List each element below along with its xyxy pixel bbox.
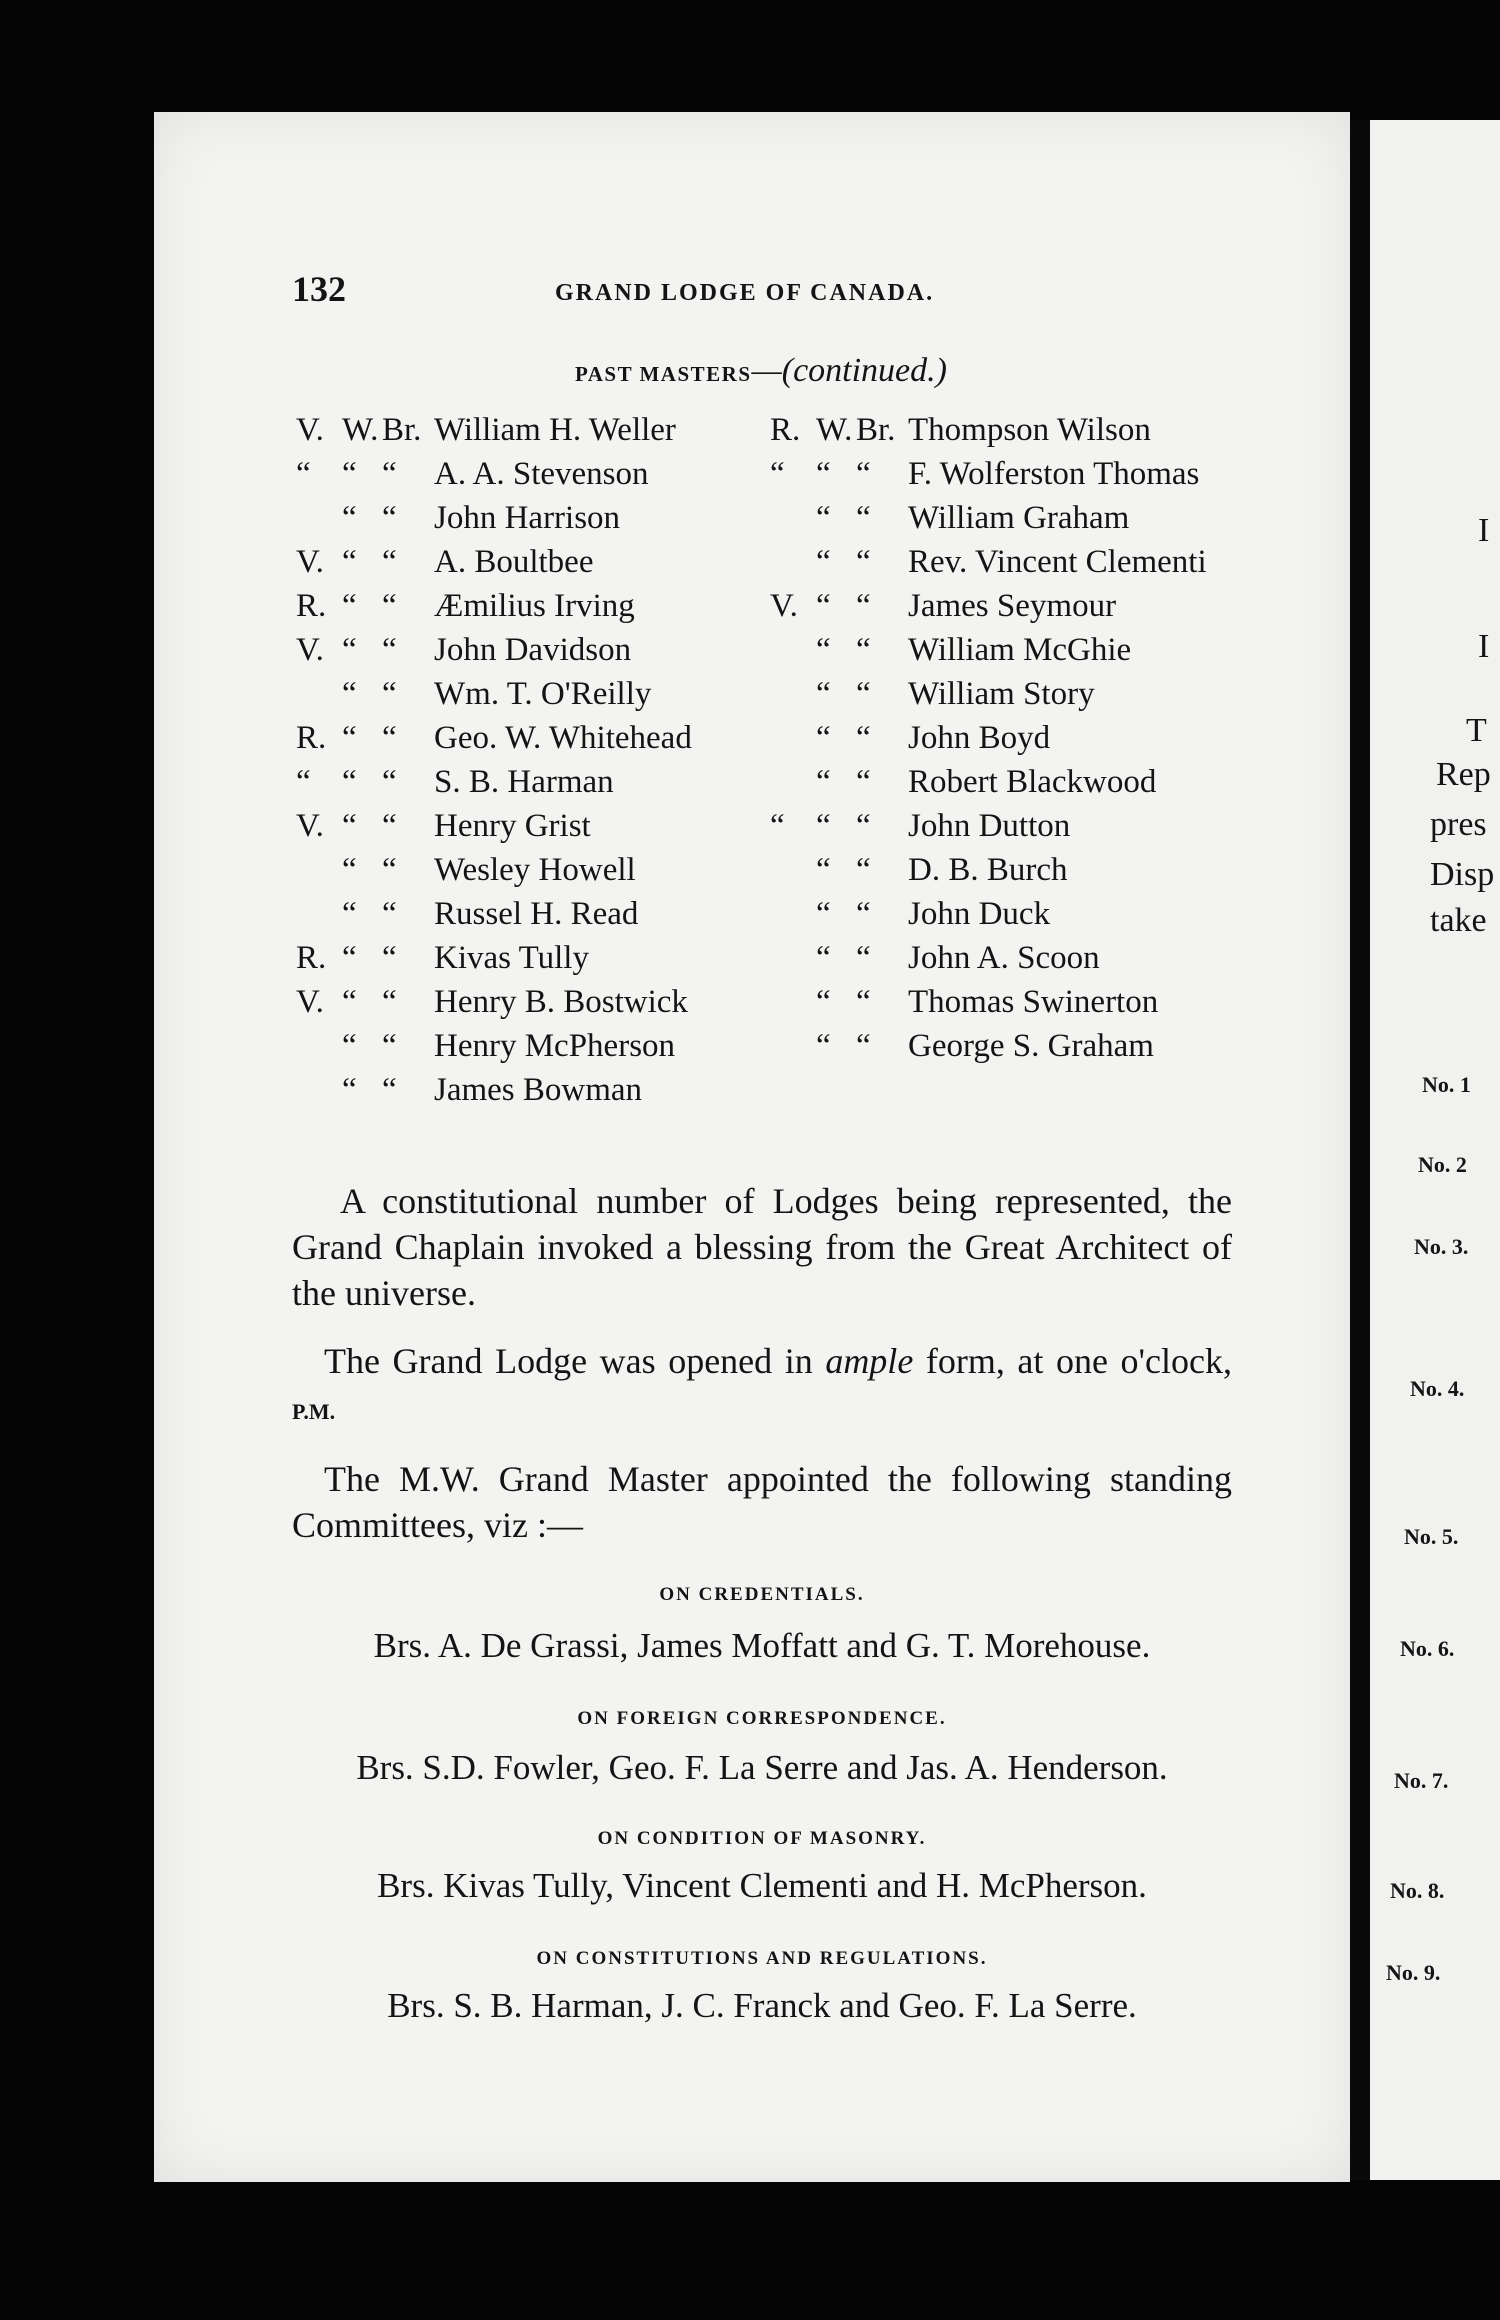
row-rank: V. — [296, 544, 324, 580]
row-mark: “ — [816, 456, 831, 492]
row-name: A. A. Stevenson — [434, 456, 649, 492]
past-master-row — [296, 848, 756, 892]
section-heading — [575, 352, 947, 390]
row-name: John Boyd — [908, 720, 1051, 756]
past-master-row — [296, 936, 756, 980]
row-name: Henry McPherson — [434, 1028, 676, 1064]
row-name: Russel H. Read — [434, 896, 639, 932]
row-mark: “ — [342, 588, 357, 624]
row-name: Thompson Wilson — [908, 412, 1151, 448]
facing-number: No. 1 — [1422, 1072, 1471, 1097]
row-rank: R. — [296, 940, 327, 976]
row-name: Kivas Tully — [434, 940, 589, 976]
past-master-row — [770, 408, 1240, 452]
past-master-row — [296, 804, 756, 848]
committee-heading-credentials: ON CREDENTIALS. — [659, 1584, 865, 1605]
row-br: “ — [856, 500, 871, 536]
past-master-row — [770, 804, 1240, 848]
facing-number: No. 3. — [1414, 1234, 1469, 1259]
committee-members-credentials: Brs. A. De Grassi, James Moffatt and G. T. Morehouse. — [373, 1626, 1151, 1665]
past-master-row — [770, 672, 1240, 716]
past-master-row — [296, 496, 756, 540]
past-master-row — [770, 716, 1240, 760]
facing-fragment: I — [1478, 512, 1490, 549]
section-title: PAST MASTERS — [575, 362, 752, 386]
row-br: “ — [382, 544, 397, 580]
row-mark: “ — [342, 500, 357, 536]
row-br: “ — [856, 588, 871, 624]
row-name: William Story — [908, 676, 1095, 712]
row-mark: “ — [342, 808, 357, 844]
row-name: John Dutton — [908, 808, 1071, 844]
row-name: William Graham — [908, 500, 1130, 536]
row-br: “ — [382, 720, 397, 756]
row-mark: “ — [816, 852, 831, 888]
row-name: Wesley Howell — [434, 852, 636, 888]
row-br: “ — [382, 588, 397, 624]
opening-italic: ample — [825, 1341, 914, 1381]
row-br: “ — [382, 456, 397, 492]
past-master-row — [296, 716, 756, 760]
row-name: William McGhie — [908, 632, 1132, 668]
row-rank: R. — [770, 412, 801, 448]
past-master-row — [296, 1068, 756, 1112]
row-rank: “ — [296, 456, 311, 492]
row-name: Geo. W. Whitehead — [434, 720, 692, 756]
row-mark: “ — [342, 1072, 357, 1108]
row-mark: “ — [342, 852, 357, 888]
facing-number: No. 2 — [1418, 1152, 1467, 1177]
past-master-row — [770, 760, 1240, 804]
row-mark: “ — [342, 896, 357, 932]
committee-heading-constitutions: ON CONSTITUTIONS AND REGULATIONS. — [536, 1948, 988, 1969]
row-mark: “ — [816, 896, 831, 932]
row-mark: “ — [816, 632, 831, 668]
facing-number: No. 8. — [1390, 1878, 1445, 1903]
row-rank: V. — [296, 808, 324, 844]
row-br: “ — [856, 456, 871, 492]
row-br: Br. — [382, 412, 422, 448]
row-br: “ — [382, 852, 397, 888]
past-master-row — [296, 584, 756, 628]
row-rank: “ — [296, 764, 311, 800]
row-name: Wm. T. O'Reilly — [434, 676, 652, 712]
row-br: “ — [382, 896, 397, 932]
facing-fragment: T — [1466, 712, 1487, 749]
row-mark: “ — [816, 1028, 831, 1064]
row-name: James Seymour — [908, 588, 1117, 624]
committee-members-foreign: Brs. S.D. Fowler, Geo. F. La Serre and Jas. A. Henderson. — [356, 1748, 1168, 1787]
row-br: “ — [382, 1072, 397, 1108]
row-mark: W. — [342, 412, 379, 448]
past-master-row — [770, 628, 1240, 672]
row-br: “ — [856, 1028, 871, 1064]
row-mark: “ — [342, 632, 357, 668]
committee-heading-masonry: ON CONDITION OF MASONRY. — [597, 1828, 927, 1849]
row-mark: “ — [342, 764, 357, 800]
paragraph-committees-intro: The M.W. Grand Master appointed the following standing Committees, viz :— — [292, 1459, 1232, 1545]
row-mark: “ — [816, 940, 831, 976]
facing-fragment: I — [1478, 628, 1490, 665]
row-br: “ — [382, 764, 397, 800]
page-gutter — [1350, 120, 1370, 2180]
row-name: Æmilius Irving — [434, 588, 635, 624]
row-br: “ — [856, 896, 871, 932]
past-master-row — [770, 584, 1240, 628]
row-br: “ — [856, 984, 871, 1020]
past-master-row — [770, 540, 1240, 584]
row-name: Thomas Swinerton — [908, 984, 1159, 1020]
row-br: “ — [382, 676, 397, 712]
row-mark: “ — [816, 764, 831, 800]
running-head: GRAND LODGE OF CANADA. — [555, 280, 935, 306]
facing-number: No. 7. — [1394, 1768, 1449, 1793]
past-master-row — [296, 540, 756, 584]
past-master-row — [770, 848, 1240, 892]
row-name: F. Wolferston Thomas — [908, 456, 1200, 492]
row-rank: V. — [770, 588, 798, 624]
past-master-row — [770, 496, 1240, 540]
past-master-row — [770, 1024, 1240, 1068]
past-master-row — [770, 452, 1240, 496]
row-name: Robert Blackwood — [908, 764, 1157, 800]
row-name: George S. Graham — [908, 1028, 1154, 1064]
past-master-row — [296, 672, 756, 716]
row-mark: “ — [816, 720, 831, 756]
opening-text-a: The Grand Lodge was opened in — [324, 1341, 826, 1381]
opening-text-b: form, at one o'clock, — [913, 1341, 1232, 1381]
facing-page — [1370, 120, 1500, 2180]
row-mark: “ — [342, 1028, 357, 1064]
page-number: 132 — [292, 269, 346, 309]
past-master-row — [296, 892, 756, 936]
row-name: A. Boultbee — [434, 544, 594, 580]
row-mark: W. — [816, 412, 853, 448]
row-rank: V. — [296, 632, 324, 668]
left-column — [296, 408, 756, 1112]
row-rank: “ — [770, 808, 785, 844]
row-name: John Davidson — [434, 632, 632, 668]
past-master-row — [296, 760, 756, 804]
committee-heading-foreign: ON FOREIGN CORRESPONDENCE. — [577, 1708, 947, 1729]
row-mark: “ — [816, 676, 831, 712]
row-br: “ — [856, 632, 871, 668]
past-master-row — [296, 980, 756, 1024]
row-name: Henry B. Bostwick — [434, 984, 688, 1020]
past-master-row — [296, 452, 756, 496]
facing-fragment: take — [1430, 902, 1487, 939]
row-mark: “ — [816, 808, 831, 844]
past-master-row — [296, 408, 756, 452]
row-mark: “ — [342, 676, 357, 712]
row-rank: R. — [296, 588, 327, 624]
row-mark: “ — [342, 940, 357, 976]
section-continued: —(continued.) — [751, 352, 947, 389]
row-name: William H. Weller — [434, 412, 676, 448]
row-br: “ — [382, 808, 397, 844]
row-br: “ — [856, 940, 871, 976]
opening-pm: P.M. — [292, 1399, 336, 1424]
row-br: “ — [382, 940, 397, 976]
row-rank: “ — [770, 456, 785, 492]
row-br: “ — [382, 1028, 397, 1064]
row-br: “ — [856, 852, 871, 888]
row-mark: “ — [816, 984, 831, 1020]
row-mark: “ — [342, 456, 357, 492]
facing-number: No. 5. — [1404, 1524, 1459, 1549]
row-name: D. B. Burch — [908, 852, 1068, 888]
row-rank: R. — [296, 720, 327, 756]
row-br: “ — [856, 544, 871, 580]
row-br: “ — [382, 632, 397, 668]
past-master-row — [770, 936, 1240, 980]
row-name: John Duck — [908, 896, 1051, 932]
facing-fragment: Disp — [1430, 856, 1495, 893]
row-name: Henry Grist — [434, 808, 591, 844]
row-rank: V. — [296, 412, 324, 448]
row-mark: “ — [342, 544, 357, 580]
paragraph-opening — [292, 1338, 1232, 1435]
past-master-row — [770, 892, 1240, 936]
past-master-row — [296, 628, 756, 672]
row-mark: “ — [816, 500, 831, 536]
row-name: S. B. Harman — [434, 764, 614, 800]
row-br: “ — [382, 500, 397, 536]
row-mark: “ — [816, 544, 831, 580]
row-br: “ — [856, 720, 871, 756]
facing-fragment: pres — [1430, 806, 1487, 843]
row-name: James Bowman — [434, 1072, 643, 1108]
paragraph-constitutional: A constitutional number of Lodges being represented, the Grand Chaplain invoked a blessing from the Great Architect of the universe. — [292, 1181, 1232, 1313]
row-mark: “ — [342, 720, 357, 756]
row-br: “ — [856, 676, 871, 712]
row-br: “ — [856, 764, 871, 800]
past-master-row — [296, 1024, 756, 1068]
row-br: “ — [856, 808, 871, 844]
past-master-row — [770, 980, 1240, 1024]
facing-number: No. 9. — [1386, 1960, 1441, 1985]
row-br: Br. — [856, 412, 896, 448]
facing-number: No. 6. — [1400, 1636, 1455, 1661]
committee-members-masonry: Brs. Kivas Tully, Vincent Clementi and H. McPherson. — [377, 1866, 1147, 1905]
row-br: “ — [382, 984, 397, 1020]
row-rank: V. — [296, 984, 324, 1020]
row-name: Rev. Vincent Clementi — [908, 544, 1207, 580]
row-mark: “ — [816, 588, 831, 624]
row-mark: “ — [342, 984, 357, 1020]
facing-number: No. 4. — [1410, 1376, 1465, 1401]
committee-members-constitutions: Brs. S. B. Harman, J. C. Franck and Geo. F. La Serre. — [387, 1986, 1137, 2025]
facing-fragment: Rep — [1436, 756, 1491, 793]
right-column — [770, 408, 1240, 1068]
row-name: John A. Scoon — [908, 940, 1100, 976]
row-name: John Harrison — [434, 500, 621, 536]
